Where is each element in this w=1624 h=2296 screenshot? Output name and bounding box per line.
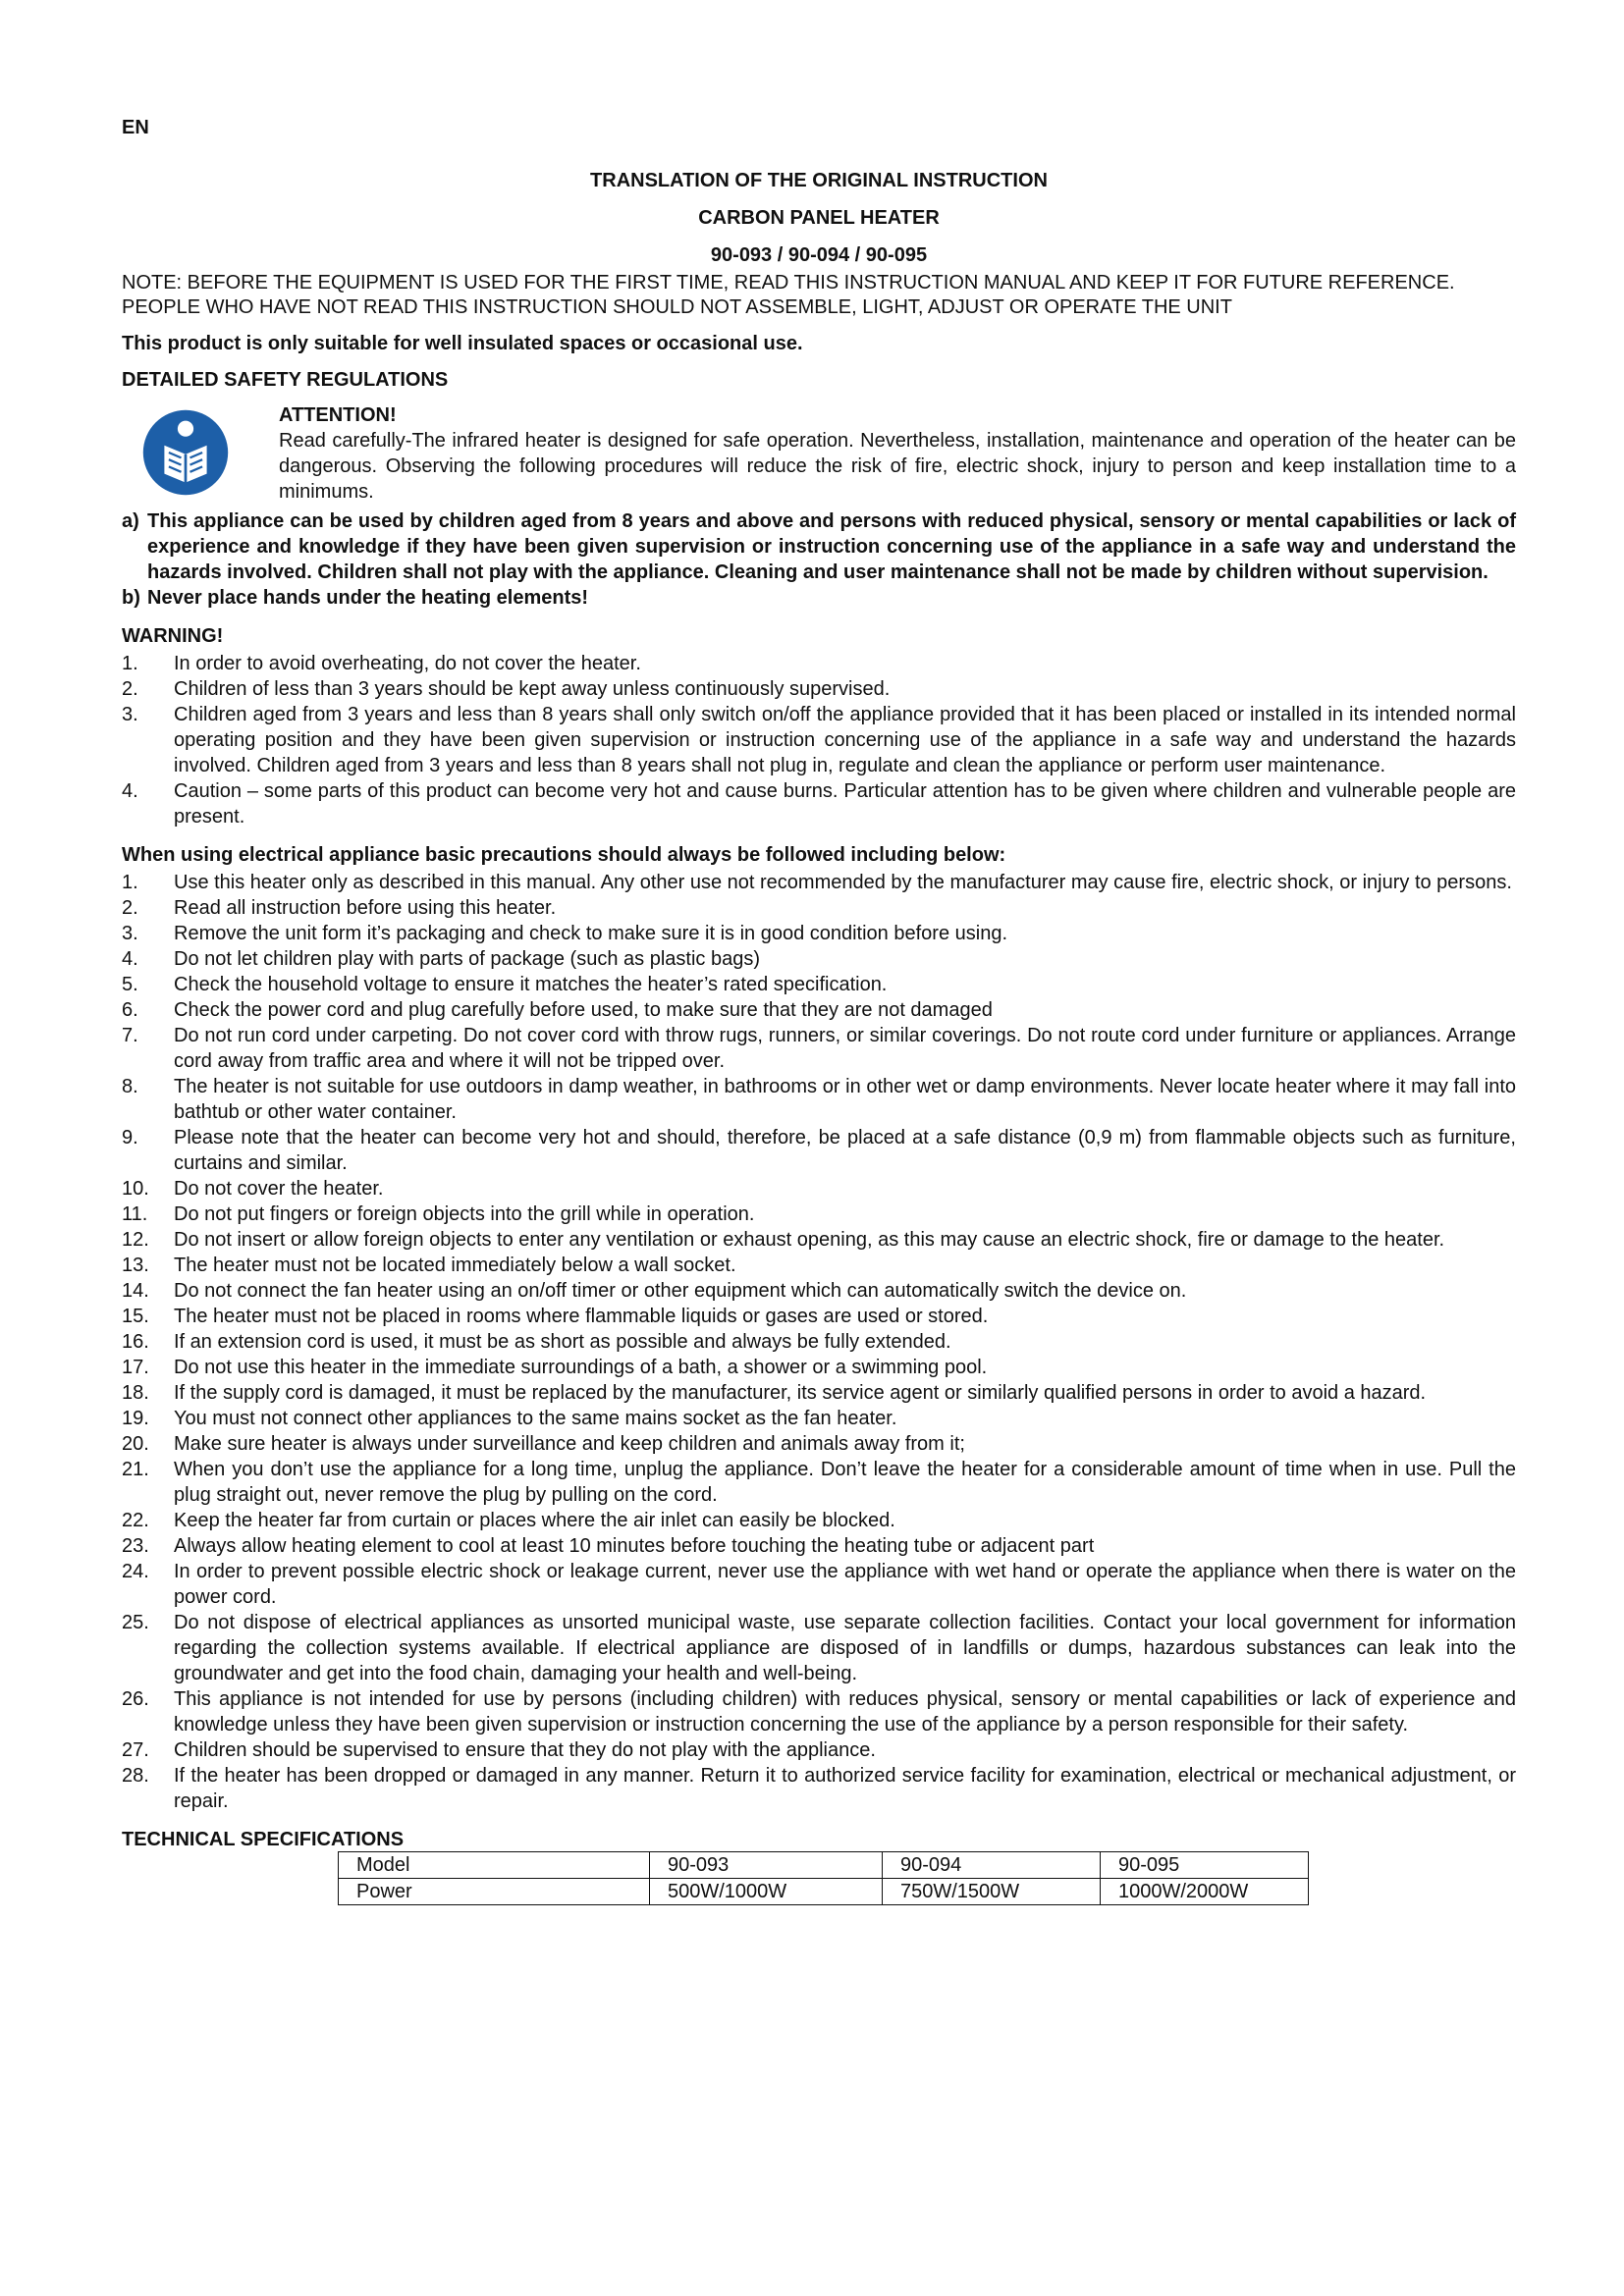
table-row bbox=[339, 1879, 1309, 1905]
list-item bbox=[122, 895, 1516, 921]
list-text: Always allow heating element to cool at least 10 minutes before touching the heating tube or adjacent part bbox=[174, 1535, 1095, 1557]
list-item bbox=[122, 1074, 1516, 1125]
list-item bbox=[122, 1559, 1516, 1610]
list-item bbox=[122, 1533, 1516, 1559]
list-marker: 1. bbox=[122, 872, 138, 893]
list-item bbox=[122, 676, 1516, 702]
list-text: Remove the unit form it’s packaging and check to make sure it is in good condition before using. bbox=[174, 923, 1007, 944]
list-marker: 11. bbox=[122, 1203, 148, 1225]
table-cell: 750W/1500W bbox=[883, 1879, 1101, 1905]
list-marker: 3. bbox=[122, 704, 138, 725]
list-item bbox=[122, 1304, 1516, 1329]
list-marker: 20. bbox=[122, 1433, 149, 1455]
table-cell: 90-093 bbox=[650, 1852, 883, 1879]
list-marker: 17. bbox=[122, 1357, 149, 1378]
list-item bbox=[122, 1431, 1516, 1457]
list-item bbox=[122, 1329, 1516, 1355]
list-item bbox=[122, 1737, 1516, 1763]
list-item bbox=[122, 1380, 1516, 1406]
list-text: In order to prevent possible electric shock or leakage current, never use the appliance with wet hand or operate the appliance when there is water on the power cord. bbox=[174, 1561, 1516, 1608]
warning-heading: WARNING! bbox=[122, 625, 224, 647]
suitability-statement: This product is only suitable for well insulated spaces or occasional use. bbox=[122, 333, 803, 354]
list-marker: 28. bbox=[122, 1765, 149, 1787]
list-marker: 25. bbox=[122, 1612, 149, 1633]
key-rules-list bbox=[122, 508, 1516, 611]
list-marker: 5. bbox=[122, 974, 138, 995]
list-text: Children of less than 3 years should be kept away unless continuously supervised. bbox=[174, 678, 891, 700]
table-cell: 1000W/2000W bbox=[1101, 1879, 1309, 1905]
list-marker: 13. bbox=[122, 1255, 149, 1276]
list-marker: 9. bbox=[122, 1127, 138, 1148]
list-text: Do not put fingers or foreign objects into the grill while in operation. bbox=[174, 1203, 755, 1225]
precautions-list bbox=[122, 870, 1516, 1814]
list-text: Do not run cord under carpeting. Do not cover cord with throw rugs, runners, or similar coverings. Do not route cord under furniture or appliances. Arrange cord away from traffic area and where it will not be tripped over. bbox=[174, 1025, 1516, 1072]
list-text: Children should be supervised to ensure that they do not play with the appliance. bbox=[174, 1739, 876, 1761]
list-item bbox=[122, 1686, 1516, 1737]
list-marker: 24. bbox=[122, 1561, 149, 1582]
list-text: Caution – some parts of this product can become very hot and cause burns. Particular attention has to be given where children and vulnerable people are present. bbox=[174, 780, 1516, 828]
list-text: In order to avoid overheating, do not cover the heater. bbox=[174, 653, 641, 674]
list-marker: 4. bbox=[122, 948, 138, 970]
note-paragraph: NOTE: BEFORE THE EQUIPMENT IS USED FOR THE FIRST TIME, READ THIS INSTRUCTION MANUAL AND KEEP IT FOR FUTURE REFERENCE. PEOPLE WHO HAVE NOT READ THIS INSTRUCTION SHOULD NOT ASSEMBLE, LIGHT, ADJUST OR OPERATE THE UNIT bbox=[122, 272, 1455, 318]
list-text: Keep the heater far from curtain or places where the air inlet can easily be blocked. bbox=[174, 1510, 895, 1531]
list-text: Check the power cord and plug carefully before used, to make sure that they are not damaged bbox=[174, 999, 993, 1021]
table-cell: Model bbox=[339, 1852, 650, 1879]
list-text: This appliance is not intended for use by persons (including children) with reduces physical, sensory or mental capabilities or lack of experience and knowledge unless they have been given supervision or instruction concerning the use of the appliance by a person responsible for their safety. bbox=[174, 1688, 1516, 1735]
list-text: Do not connect the fan heater using an on/off timer or other equipment which can automatically switch the device on. bbox=[174, 1280, 1187, 1302]
list-item bbox=[122, 1610, 1516, 1686]
list-marker: 3. bbox=[122, 923, 138, 944]
list-marker: 10. bbox=[122, 1178, 149, 1200]
precautions-heading: When using electrical appliance basic precautions should always be followed including below: bbox=[122, 844, 1006, 866]
list-marker: 4. bbox=[122, 780, 138, 802]
product-name: CARBON PANEL HEATER bbox=[698, 207, 940, 229]
list-item bbox=[122, 1253, 1516, 1278]
specs-table bbox=[338, 1851, 1309, 1905]
list-marker: 2. bbox=[122, 678, 138, 700]
list-item bbox=[122, 1406, 1516, 1431]
list-marker: 8. bbox=[122, 1076, 138, 1097]
list-marker: 19. bbox=[122, 1408, 149, 1429]
list-text: Use this heater only as described in this manual. Any other use not recommended by the manufacturer may cause fire, electric shock, or injury to persons. bbox=[174, 872, 1512, 893]
list-marker: 6. bbox=[122, 999, 138, 1021]
document-title: TRANSLATION OF THE ORIGINAL INSTRUCTION bbox=[590, 170, 1048, 191]
attention-text: Read carefully-The infrared heater is designed for safe operation. Nevertheless, installation, maintenance and operation of the heater can be dangerous. Observing the following procedures will reduce the risk of fire, electric shock, injury to person and keep installation time to a minimums. bbox=[279, 430, 1516, 503]
list-text: Read all instruction before using this heater. bbox=[174, 897, 557, 919]
list-marker: 14. bbox=[122, 1280, 149, 1302]
warnings-list bbox=[122, 651, 1516, 829]
list-item bbox=[122, 972, 1516, 997]
list-item bbox=[122, 1355, 1516, 1380]
list-item bbox=[122, 1227, 1516, 1253]
list-marker: 21. bbox=[122, 1459, 149, 1480]
list-text: Do not dispose of electrical appliances as unsorted municipal waste, use separate collection facilities. Contact your local government for information regarding the collection systems available. If electrical appliance are disposed of in landfills or dumps, hazardous substances can leak into the groundwater and get into the food chain, damaging your health and well-being. bbox=[174, 1612, 1516, 1684]
list-text: Please note that the heater can become very hot and should, therefore, be placed at a safe distance (0,9 m) from flammable objects such as furniture, curtains and similar. bbox=[174, 1127, 1516, 1174]
list-item bbox=[122, 1508, 1516, 1533]
list-text: Do not cover the heater. bbox=[174, 1178, 384, 1200]
list-item bbox=[122, 1125, 1516, 1176]
list-marker: 15. bbox=[122, 1306, 149, 1327]
list-text: Do not insert or allow foreign objects to enter any ventilation or exhaust opening, as this may cause an electric shock, fire or damage to the heater. bbox=[174, 1229, 1445, 1251]
specs-heading: TECHNICAL SPECIFICATIONS bbox=[122, 1829, 405, 1850]
list-marker: 16. bbox=[122, 1331, 149, 1353]
list-marker: 7. bbox=[122, 1025, 138, 1046]
table-row bbox=[339, 1852, 1309, 1879]
list-text: This appliance can be used by children aged from 8 years and above and persons with reduced physical, sensory or mental capabilities or lack of experience and knowledge if they have been given supervision or instruction concerning use of the appliance in a safe way and understand the hazards involved. Children shall not play with the appliance. Cleaning and user maintenance shall not be made by children without supervision. bbox=[147, 510, 1516, 583]
list-text: Children aged from 3 years and less than 8 years shall only switch on/off the appliance provided that it has been placed or installed in its intended normal operating position and they have been given supervision or instruction concerning use of the appliance in a safe way and understand the hazards involved. Children aged from 3 years and less than 8 years shall not plug in, regulate and clean the appliance or perform user maintenance. bbox=[174, 704, 1516, 776]
list-text: Do not use this heater in the immediate surroundings of a bath, a shower or a swimming pool. bbox=[174, 1357, 988, 1378]
list-item bbox=[122, 1278, 1516, 1304]
model-numbers: 90-093 / 90-094 / 90-095 bbox=[710, 244, 928, 266]
attention-title: ATTENTION! bbox=[279, 404, 397, 426]
list-text: Do not let children play with parts of package (such as plastic bags) bbox=[174, 948, 760, 970]
list-text: If an extension cord is used, it must be as short as possible and always be fully extended. bbox=[174, 1331, 951, 1353]
list-text: Never place hands under the heating elements! bbox=[147, 587, 589, 609]
language-code: EN bbox=[122, 117, 149, 138]
list-item bbox=[122, 870, 1516, 895]
list-marker: 18. bbox=[122, 1382, 149, 1404]
list-text: Make sure heater is always under surveillance and keep children and animals away from it; bbox=[174, 1433, 965, 1455]
list-item bbox=[122, 997, 1516, 1023]
table-cell: 500W/1000W bbox=[650, 1879, 883, 1905]
list-item bbox=[122, 1201, 1516, 1227]
list-text: The heater is not suitable for use outdoors in damp weather, in bathrooms or in other wet or damp environments. Never locate heater where it may fall into bathtub or other water container. bbox=[174, 1076, 1516, 1123]
list-text: Check the household voltage to ensure it matches the heater’s rated specification. bbox=[174, 974, 888, 995]
attention-block bbox=[122, 402, 1516, 505]
list-item bbox=[122, 508, 1516, 585]
list-item bbox=[122, 1023, 1516, 1074]
list-item bbox=[122, 585, 1516, 611]
list-marker: 1. bbox=[122, 653, 138, 674]
list-marker: 27. bbox=[122, 1739, 149, 1761]
list-marker: 2. bbox=[122, 897, 138, 919]
list-item bbox=[122, 1763, 1516, 1814]
list-text: You must not connect other appliances to the same mains socket as the fan heater. bbox=[174, 1408, 897, 1429]
list-text: The heater must not be located immediately below a wall socket. bbox=[174, 1255, 736, 1276]
list-marker: 12. bbox=[122, 1229, 149, 1251]
document bbox=[122, 116, 1516, 1905]
table-cell: Power bbox=[339, 1879, 650, 1905]
list-item bbox=[122, 946, 1516, 972]
list-item bbox=[122, 778, 1516, 829]
safety-heading: DETAILED SAFETY REGULATIONS bbox=[122, 369, 449, 391]
read-manual-icon bbox=[141, 408, 230, 497]
table-cell: 90-095 bbox=[1101, 1852, 1309, 1879]
list-item bbox=[122, 921, 1516, 946]
list-text: If the supply cord is damaged, it must be replaced by the manufacturer, its service agent or similarly qualified persons in order to avoid a hazard. bbox=[174, 1382, 1427, 1404]
list-item bbox=[122, 702, 1516, 778]
list-text: When you don’t use the appliance for a long time, unplug the appliance. Don’t leave the heater for a considerable amount of time when in use. Pull the plug straight out, never remove the plug by pulling on the cord. bbox=[174, 1459, 1516, 1506]
list-marker: 26. bbox=[122, 1688, 149, 1710]
list-marker: b) bbox=[122, 587, 140, 609]
list-item bbox=[122, 1176, 1516, 1201]
list-item bbox=[122, 651, 1516, 676]
table-cell: 90-094 bbox=[883, 1852, 1101, 1879]
list-marker: 23. bbox=[122, 1535, 149, 1557]
list-text: If the heater has been dropped or damaged in any manner. Return it to authorized service facility for examination, electrical or mechanical adjustment, or repair. bbox=[174, 1765, 1516, 1812]
list-item bbox=[122, 1457, 1516, 1508]
list-text: The heater must not be placed in rooms where flammable liquids or gases are used or stored. bbox=[174, 1306, 989, 1327]
list-marker: 22. bbox=[122, 1510, 149, 1531]
list-marker: a) bbox=[122, 510, 139, 532]
